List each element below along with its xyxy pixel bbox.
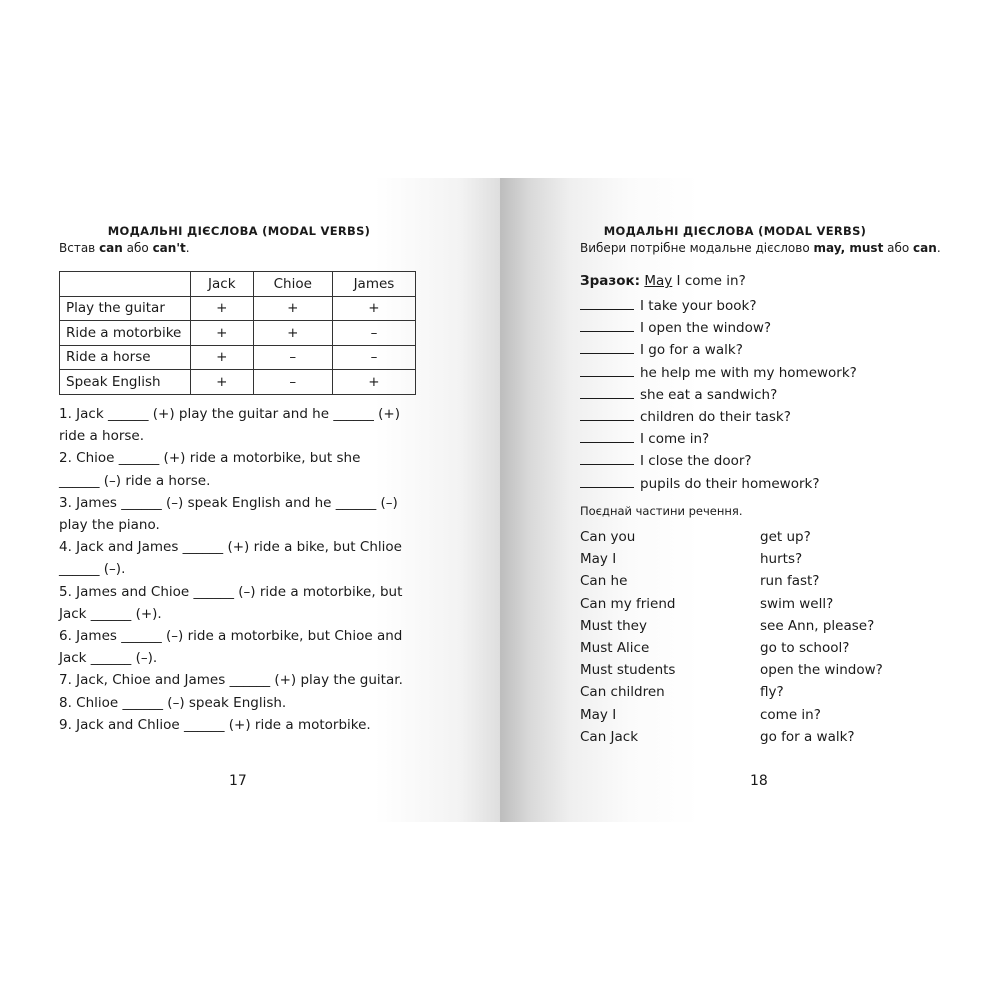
table-cell: + [253,321,332,346]
answer-blank [580,387,634,399]
right-page [500,178,1000,822]
list-item: go to school? [760,640,850,657]
table-row [60,321,416,346]
table-cell: – [332,321,415,346]
list-item: May I [580,706,617,723]
instruction-end: . [936,241,941,255]
sample-word: May [644,273,673,289]
exercise-list [59,403,419,736]
exercise-line: Jack ______ (–). [59,650,158,667]
question-text: children do their task? [640,409,791,426]
question-text: pupils do their homework? [640,475,820,492]
left-page-title: МОДАЛЬНІ ДІЄСЛОВА (MODAL VERBS) [107,224,371,238]
list-item [580,317,857,339]
exercise-line: ______ (–). [59,561,126,578]
table-cell: + [191,296,254,321]
right-page-title: МОДАЛЬНІ ДІЄСЛОВА (MODAL VERBS) [603,224,867,238]
table-cell: + [191,370,254,395]
table-activity: Play the guitar [60,296,191,321]
exercise-line: 3. James ______ (–) speak English and he ______ (–) [59,494,398,511]
exercise-line: 6. James ______ (–) ride a motorbike, but Chioe and [59,628,403,645]
list-item [580,362,857,384]
table-header-chioe: Chioe [253,272,332,297]
right-page-instruction [580,241,941,255]
table-cell: – [332,345,415,370]
table-activity: Ride a horse [60,345,191,370]
list-item: Can my friend [580,595,676,612]
list-item: hurts? [760,551,803,568]
question-text: I take your book? [640,298,757,314]
list-item: fly? [760,684,784,701]
table-header-james: James [332,272,415,297]
answer-blank [580,365,634,377]
table-activity: Speak English [60,370,191,395]
list-item: Can you [580,529,636,545]
list-item [580,339,857,361]
list-item: open the window? [760,662,883,679]
answer-blank [580,298,634,310]
question-text: I close the door? [640,453,752,470]
exercise-line: 1. Jack ______ (+) play the guitar and he ______ (+) [59,406,400,422]
instruction-can: can [913,241,937,255]
list-item: Must Alice [580,640,650,657]
list-item: Can children [580,684,665,701]
instruction-cant: can't [152,241,186,255]
list-item: come in? [760,706,821,723]
table-cell: – [253,370,332,395]
exercise-line: 7. Jack, Chioe and James ______ (+) play the guitar. [59,672,403,689]
exercise-line: 2. Chioe ______ (+) ride a motorbike, but she [59,450,361,467]
instruction-or: або [122,241,153,255]
table-row [60,370,416,395]
table-header-jack: Jack [191,272,254,297]
answer-blank [580,320,634,332]
table-header-row [60,272,416,297]
list-item: May I [580,551,617,568]
exercise-line: ______ (–) ride a horse. [59,472,211,489]
exercise-line: play the piano. [59,517,160,534]
question-list [580,295,857,495]
book-spread [0,178,1000,822]
question-text: I go for a walk? [640,342,743,359]
ability-table [59,271,416,395]
table-cell: + [253,296,332,321]
question-text: she eat a sandwich? [640,386,778,403]
instruction-options: may, must [813,241,884,255]
list-item [580,450,857,472]
list-item [580,428,857,450]
table-cell: – [253,345,332,370]
question-text: I open the window? [640,320,772,337]
list-item: swim well? [760,595,834,612]
table-cell: + [332,370,415,395]
left-page-instruction [59,241,190,255]
list-item [580,473,857,495]
right-page-number: 18 [750,773,768,789]
match-instruction: Поєднай частини речення. [580,504,743,518]
table-row [60,296,416,321]
answer-blank [580,431,634,443]
exercise-line: 8. Chlioe ______ (–) speak English. [59,694,287,711]
left-page-number: 17 [229,773,247,789]
table-cell: + [191,345,254,370]
match-left-column [580,526,675,748]
list-item [580,295,857,317]
table-cell: + [332,296,415,321]
list-item: Can Jack [580,728,639,745]
answer-blank [580,453,634,465]
exercise-line: Jack ______ (+). [59,605,162,622]
sample-rest: I come in? [672,273,746,289]
instruction-can: can [99,241,123,255]
table-activity: Ride a motorbike [60,321,191,346]
exercise-line: ride a horse. [59,428,145,445]
list-item [580,384,857,406]
list-item: Must students [580,662,676,679]
exercise-line: 9. Jack and Chlioe ______ (+) ride a motorbike. [59,716,371,733]
exercise-line: 5. James and Chioe ______ (–) ride a motorbike, but [59,583,403,600]
match-right-column [760,526,883,748]
sample-line [580,273,746,289]
instruction-text: Встав [59,241,100,255]
list-item: get up? [760,529,811,545]
left-page [0,178,500,822]
list-item [580,406,857,428]
table-cell: + [191,321,254,346]
list-item: see Ann, please? [760,617,875,634]
list-item: Must they [580,617,647,634]
sample-label: Зразок: [580,273,641,289]
answer-blank [580,476,634,488]
list-item: Can he [580,573,628,590]
instruction-text: Вибери потрібне модальне дієслово [580,241,814,255]
question-text: he help me with my homework? [640,364,857,381]
table-corner-cell [60,272,191,297]
exercise-line: 4. Jack and James ______ (+) ride a bike, but Chlioe [59,539,402,556]
instruction-or: або [883,241,914,255]
table-row [60,345,416,370]
list-item: run fast? [760,573,820,590]
answer-blank [580,409,634,421]
answer-blank [580,342,634,354]
list-item: go for a walk? [760,728,855,745]
question-text: I come in? [640,431,710,448]
instruction-end: . [185,241,190,255]
